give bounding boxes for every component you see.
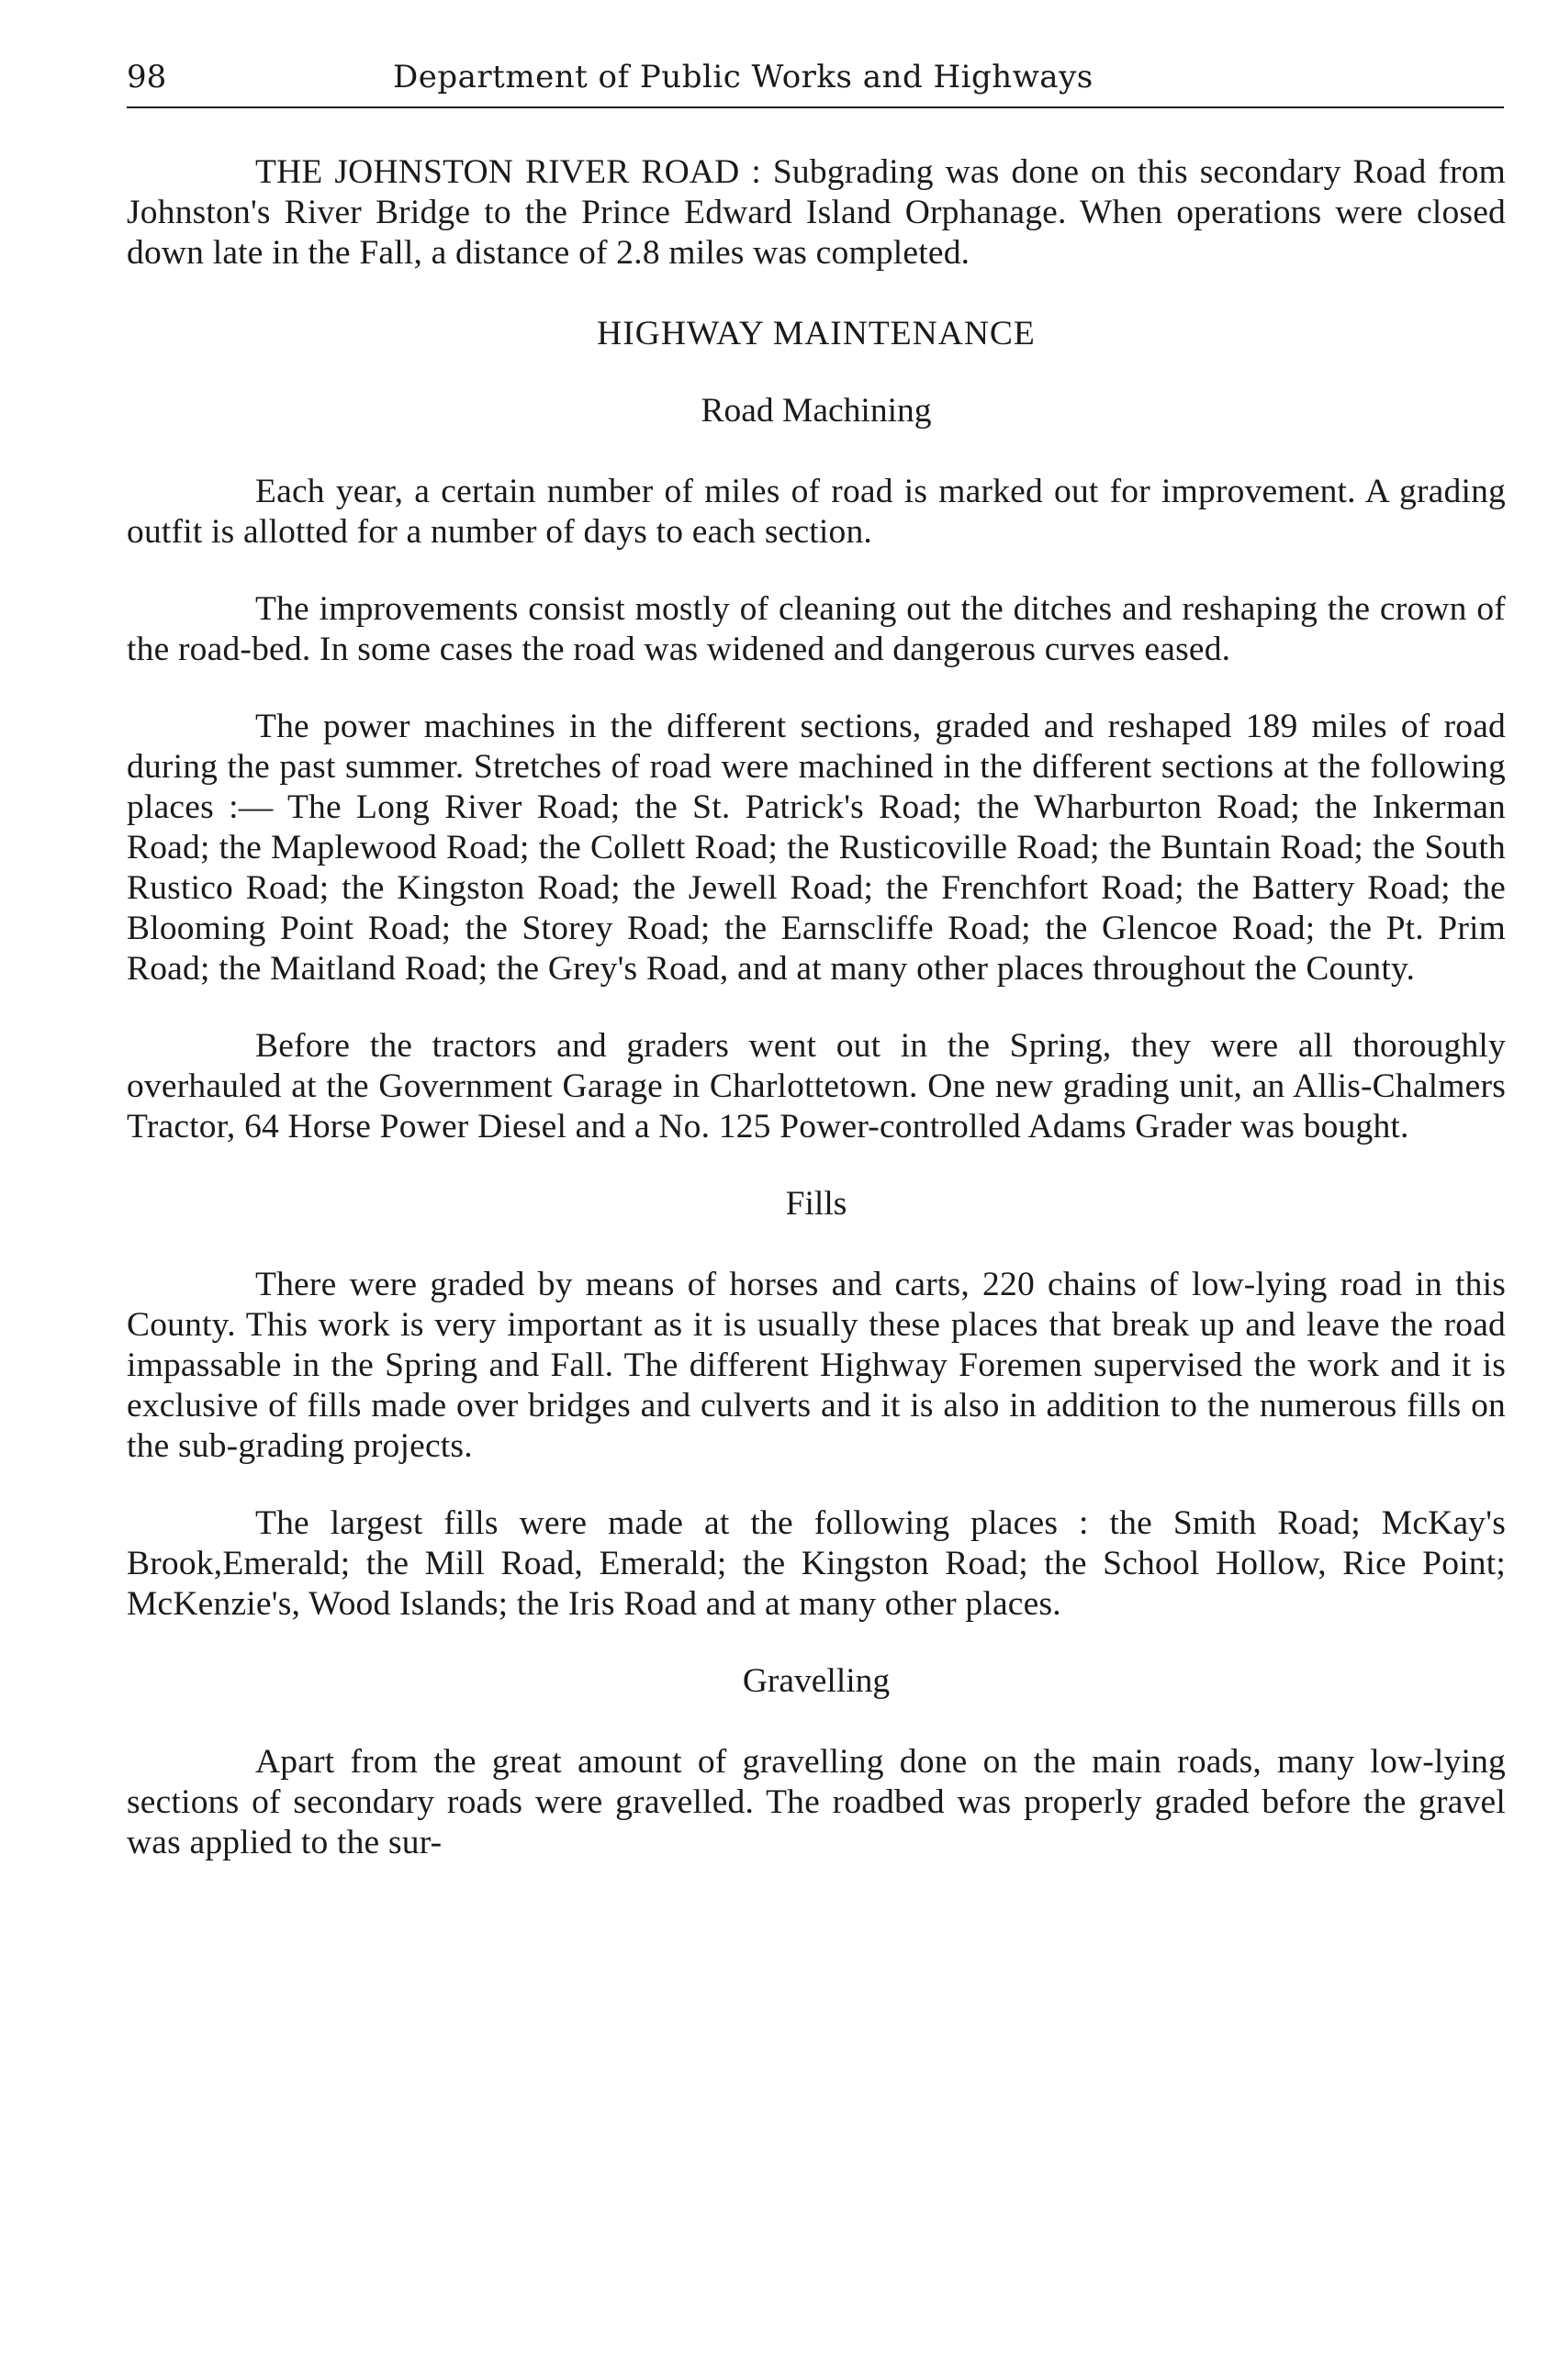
page-number: 98 — [127, 59, 167, 95]
paragraph-fills-1: There were graded by means of horses and carts, 220 chains of low-lying road in this County. This work is very important as it is usually these places that break up and leave the road impassable in the Spring and Fall. The different Highway Foremen supervised the work and it is exclusive of fills made over bridges and culverts and it is also in addition to the numerous fills on the sub-grading projects. — [127, 1266, 1506, 1465]
paragraph-machining-4: Before the tractors and graders went out in the Spring, they were all thoroughly overhauled at the Government Garage in Charlottetown. One new grading unit, an Allis-Chalmers Tractor, 64 Horse Power Diesel and a No. 125 Power-controlled Adams Grader was bought. — [127, 1027, 1506, 1145]
subheading-fills: Fills — [785, 1185, 847, 1223]
subheading-gravelling: Gravelling — [742, 1662, 891, 1700]
paragraph-machining-1: Each year, a certain number of miles of road is marked out for improvement. A grading outfit is allotted for a number of days to each section. — [127, 473, 1506, 551]
paragraph-gravelling-1: Apart from the great amount of gravelling done on the main roads, many low-lying sections of secondary roads were gravelled. The roadbed was properly graded before the gravel was applied to the sur- — [127, 1743, 1506, 1861]
paragraph-johnston-river-road: THE JOHNSTON RIVER ROAD : Subgrading was done on this secondary Road from Johnston's River Bridge to the Prince Edward Island Orphanage. When operations were closed down late in the Fall, a distance of 2.8 miles was completed. — [127, 153, 1506, 272]
paragraph-machining-3: The power machines in the different sections, graded and reshaped 189 miles of road during the past summer. Stretches of road were machined in the different sections at the following places :— The Long River Road; the St. Patrick's Road; the Wharburton Road; the Inkerman Road; the Maplewood Road; the Collett Road; the Rusticoville Road; the Buntain Road; the South Rustico Road; the Kingston Road; the Jewell Road; the Frenchfort Road; the Battery Road; the Blooming Point Road; the Storey Road; the Earnscliffe Road; the Glencoe Road; the Pt. Prim Road; the Maitland Road; the Grey's Road, and at many other places throughout the County. — [127, 708, 1506, 988]
page-content — [127, 152, 1506, 1863]
header-rule — [127, 106, 1504, 108]
paragraph-machining-2: The improvements consist mostly of cleaning out the ditches and reshaping the crown of the road-bed. In some cases the road was widened and dangerous curves eased. — [127, 590, 1506, 668]
running-title: Department of Public Works and Highways — [393, 59, 1094, 95]
section-heading-highway-maintenance: HIGHWAY MAINTENANCE — [597, 315, 1036, 352]
document-page — [127, 51, 1506, 1863]
page-header — [127, 51, 1506, 103]
subheading-road-machining: Road Machining — [701, 392, 932, 430]
paragraph-fills-2: The largest fills were made at the following places : the Smith Road; McKay's Brook,Emerald; the Mill Road, Emerald; the Kingston Road; the School Hollow, Rice Point; McKenzie's, Wood Islands; the Iris Road and at many other places. — [127, 1504, 1506, 1623]
